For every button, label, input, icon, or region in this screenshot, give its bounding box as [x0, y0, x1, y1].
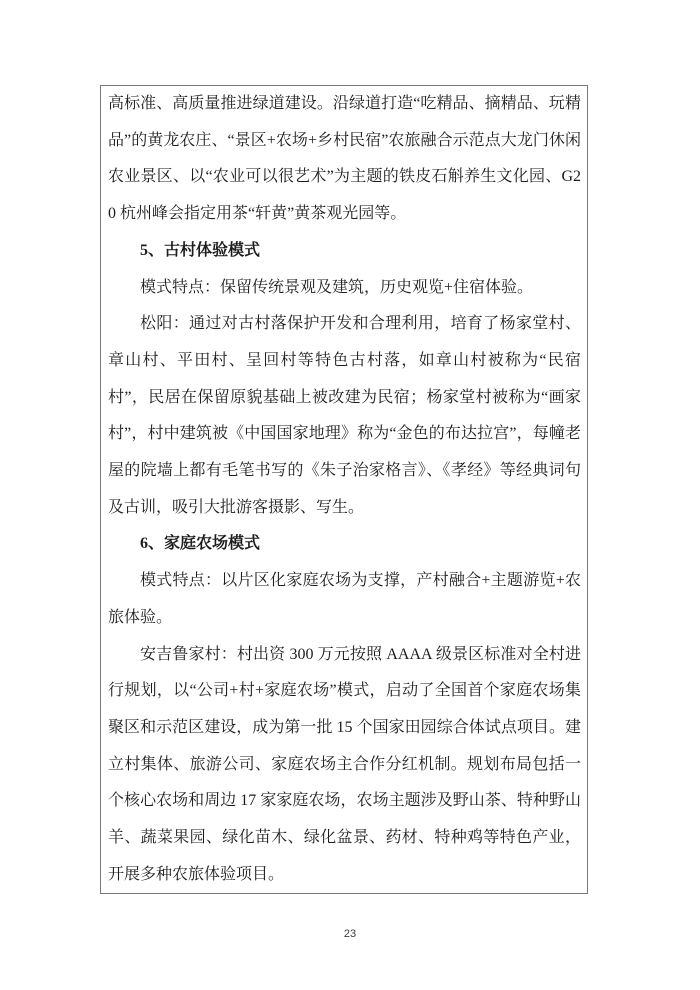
paragraph: 模式特点：以片区化家庭农场为支撑，产村融合+主题游览+农旅体验。: [108, 572, 581, 626]
section-heading: 6、家庭农场模式: [140, 535, 261, 553]
paragraph: 模式特点：保留传统景观及建筑，历史观览+住宿体验。: [140, 278, 534, 296]
section-heading: 5、古村体验模式: [140, 241, 261, 259]
paragraph: 松阳：通过对古村落保护开发和合理利用，培育了杨家堂村、章山村、平田村、呈回村等特色古村落，如章山村被称为“民宿村”，民居在保留原貌基础上被改建为民宿；杨家堂村被称为“画家村”，村中建筑被《中国国家地理》称为“金色的布达拉宫”，每幢老屋的院墙上都有毛笔书写的《朱子治家格言》、《孝经》等经典词句及古训，吸引大批游客摄影、写生。: [108, 315, 581, 516]
paragraph: 安吉鲁家村：村出资 300 万元按照 AAAA 级景区标准对全村进行规划，以“公司+村+家庭农场”模式，启动了全国首个家庭农场集聚区和示范区建设，成为第一批 15 个国家田园综合体试点项目。建立村集体、旅游公司、家庭农场主合作分红机制。规划布局包括一个核心农场和周边 17 家家庭农场，农场主题涉及野山茶、特种野山羊、蔬菜果园、绿化苗木、绿化盆景、药材、特种鸡等特色产业，开展多种农旅体验项目。: [108, 645, 581, 883]
document-body: [100, 85, 588, 894]
page-number: 23: [343, 928, 357, 940]
paragraph: 高标准、高质量推进绿道建设。沿绿道打造“吃精品、摘精品、玩精品”的黄龙农庄、“景区+农场+乡村民宿”农旅融合示范点大龙门休闲农业景区、以“农业可以很艺术”为主题的铁皮石斛养生文化园、G20 杭州峰会指定用茶“轩黄”黄茶观光园等。: [108, 95, 581, 223]
